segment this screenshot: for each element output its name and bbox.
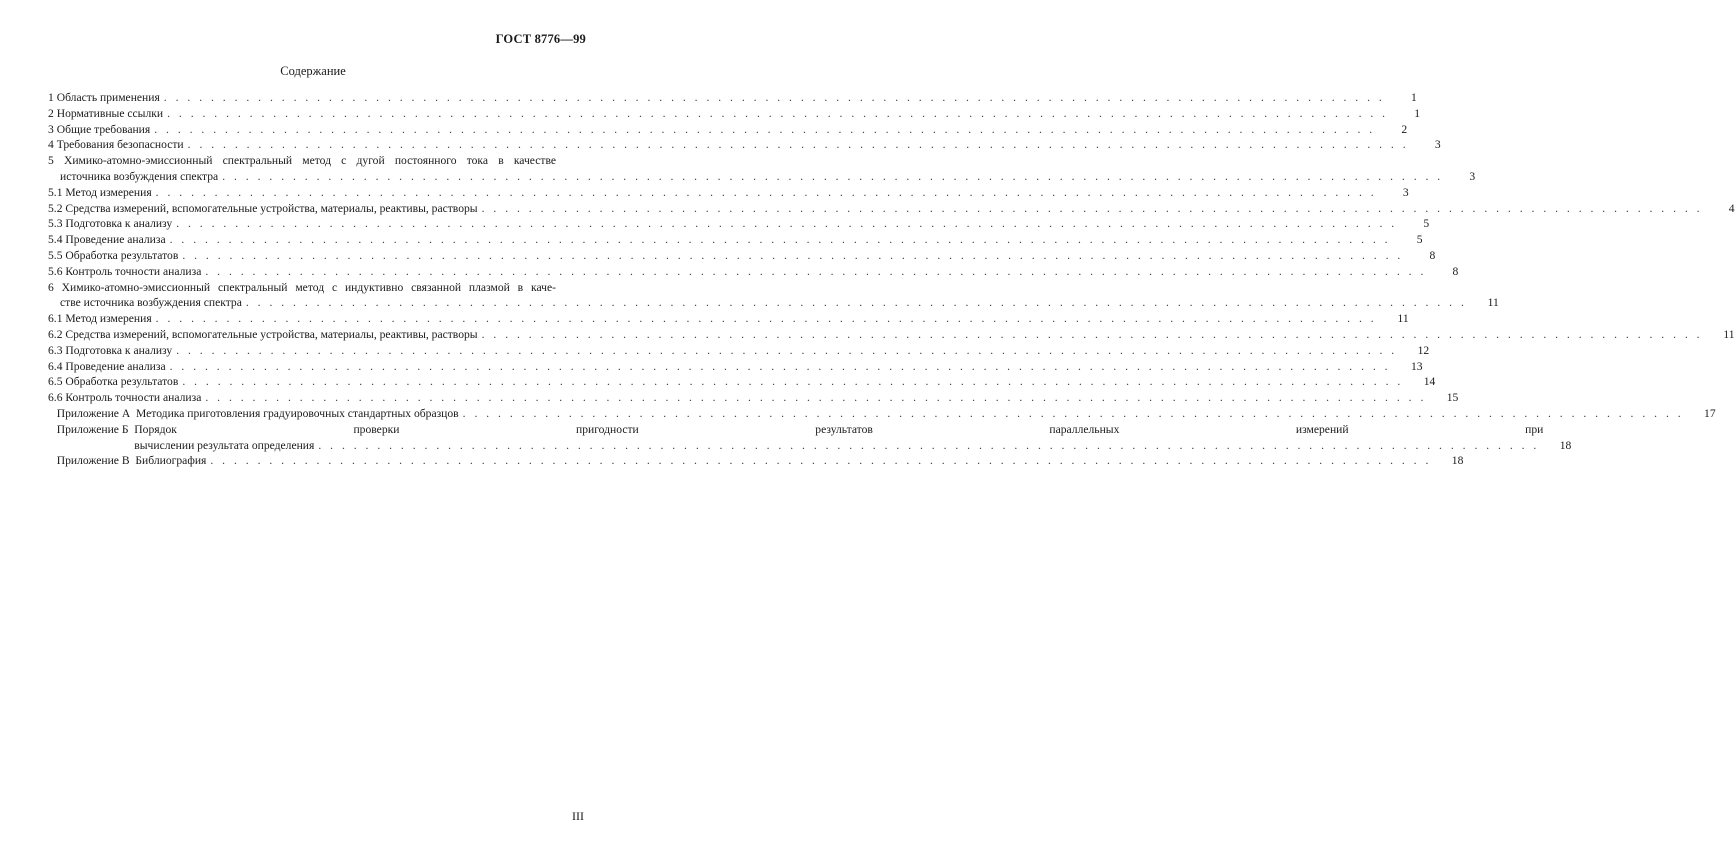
toc-entry-page: 15 [1446,391,1459,405]
toc-entry-page: 3 [1402,185,1409,199]
appendix-label: Приложение В [56,454,130,468]
appendix-label: Приложение Б [56,422,129,436]
toc-entry-label: 4 Требования безопасности [48,138,184,152]
leader-dots [170,232,1391,248]
toc-entry-label: 6.3 Подготовка к анализу [48,343,173,357]
toc-entry-page: 5 [1416,233,1423,247]
toc-entry-label: 5.3 Подготовка к анализу [48,217,173,231]
leader-dots [156,311,1377,327]
toc-entry[interactable] [48,185,1409,201]
toc-entry-label: 2 Нормативные ссылки [48,106,164,120]
appendix-entry[interactable] [48,453,1464,469]
leader-dots [167,106,1388,122]
toc-entry[interactable] [48,137,1441,153]
toc-entry-page: 11 [1397,312,1409,326]
leader-dots [188,137,1409,153]
toc-entry[interactable] [48,374,1436,390]
leader-dots [205,264,1426,280]
leader-dots [182,374,1403,390]
toc-entry-label: 6.2 Средства измерений, вспомогательные устройства, материалы, реактивы, растворы [48,327,478,341]
leader-dots [182,248,1403,264]
toc-entry-label: 6.5 Обработка результатов [48,375,179,389]
toc-entry[interactable] [48,232,1423,248]
appendix-title-continued: вычислении результата определения [134,438,315,452]
leader-dots [482,201,1703,217]
toc-entry-label: 5.5 Обработка результатов [48,248,179,262]
toc-entry-label: 5.6 Контроль точности анализа [48,264,202,278]
appendix-title: Порядок проверки пригодности результатов параллельных измерений при [134,422,1544,436]
toc-entry[interactable] [48,248,1436,264]
toc-entry[interactable] [48,106,1421,122]
toc-entry-label-continued: источника возбуждения спектра [60,169,219,183]
appendix-page: 17 [1704,406,1716,420]
toc-entry[interactable] [48,327,1735,343]
toc-entry-page: 3 [1434,138,1441,152]
page-number: III [572,809,584,823]
toc-entry-page: 11 [1723,327,1735,341]
leader-dots [154,122,1375,138]
toc-entry-label: 6.6 Контроль точности анализа [48,391,202,405]
leader-dots [463,406,1684,422]
leader-dots [205,390,1426,406]
toc-entry-page: 1 [1414,106,1421,120]
toc-entry-page: 3 [1469,169,1476,183]
toc-entry-page: 13 [1410,359,1423,373]
leader-dots [156,185,1377,201]
toc-entry[interactable] [48,264,1459,280]
appendix-entry[interactable] [48,406,1716,422]
appendix-title: Библиография [135,454,207,468]
toc-entry[interactable] [48,390,1459,406]
table-of-contents [48,90,1735,469]
toc-entry-page: 4 [1728,201,1735,215]
appendix-page: 18 [1451,454,1464,468]
toc-entry[interactable] [48,359,1423,375]
toc-entry-page: 5 [1423,217,1430,231]
leader-dots [246,295,1467,311]
toc-entry-page: 8 [1452,264,1459,278]
leader-dots [210,453,1431,469]
toc-entry[interactable] [48,201,1735,217]
toc-entry[interactable] [48,280,1499,312]
toc-entry-page: 11 [1487,296,1499,310]
toc-entry-page: 14 [1423,375,1436,389]
leader-dots [222,169,1443,185]
leader-dots [176,343,1397,359]
toc-entry-label: 5 Химико-атомно-эмиссионный спектральный метод с дугой постоянного тока в качестве [48,154,556,168]
toc-entry[interactable] [48,122,1408,138]
page-title: Содержание [280,64,346,78]
toc-entry[interactable] [48,153,1476,185]
toc-entry-label-continued: стве источника возбуждения спектра [60,296,242,310]
toc-entry[interactable] [48,343,1430,359]
appendix-title: Методика приготовления градуировочных стандартных образцов [136,406,459,420]
toc-entry[interactable] [48,90,1417,106]
toc-entry[interactable] [48,216,1430,232]
appendix-page: 18 [1559,438,1572,452]
leader-dots [318,438,1539,454]
toc-entry-label: 6 Химико-атомно-эмиссионный спектральный метод с индуктивно связанной плазмой в каче- [48,280,556,294]
toc-entry-label: 5.4 Проведение анализа [48,233,166,247]
appendix-entry[interactable] [48,422,1572,454]
toc-entry-page: 1 [1410,91,1417,104]
leader-dots [482,327,1703,343]
toc-entry-label: 3 Общие требования [48,122,151,136]
toc-entry-label: 5.1 Метод измерения [48,185,152,199]
toc-entry-page: 8 [1429,248,1436,262]
toc-entry-label: 6.1 Метод измерения [48,312,152,326]
leader-dots [164,90,1385,106]
toc-entry-page: 2 [1401,122,1408,136]
toc-entry-label: 6.4 Проведение анализа [48,359,166,373]
leader-dots [176,216,1397,232]
toc-entry-label: 1 Область применения [48,91,160,104]
toc-entry-page: 12 [1417,343,1430,357]
toc-entry[interactable] [48,311,1409,327]
toc-entry-label: 5.2 Средства измерений, вспомогательные устройства, материалы, реактивы, растворы [48,201,478,215]
standard-code: ГОСТ 8776—99 [495,32,586,46]
appendix-label: Приложение А [56,406,131,420]
leader-dots [170,359,1391,375]
